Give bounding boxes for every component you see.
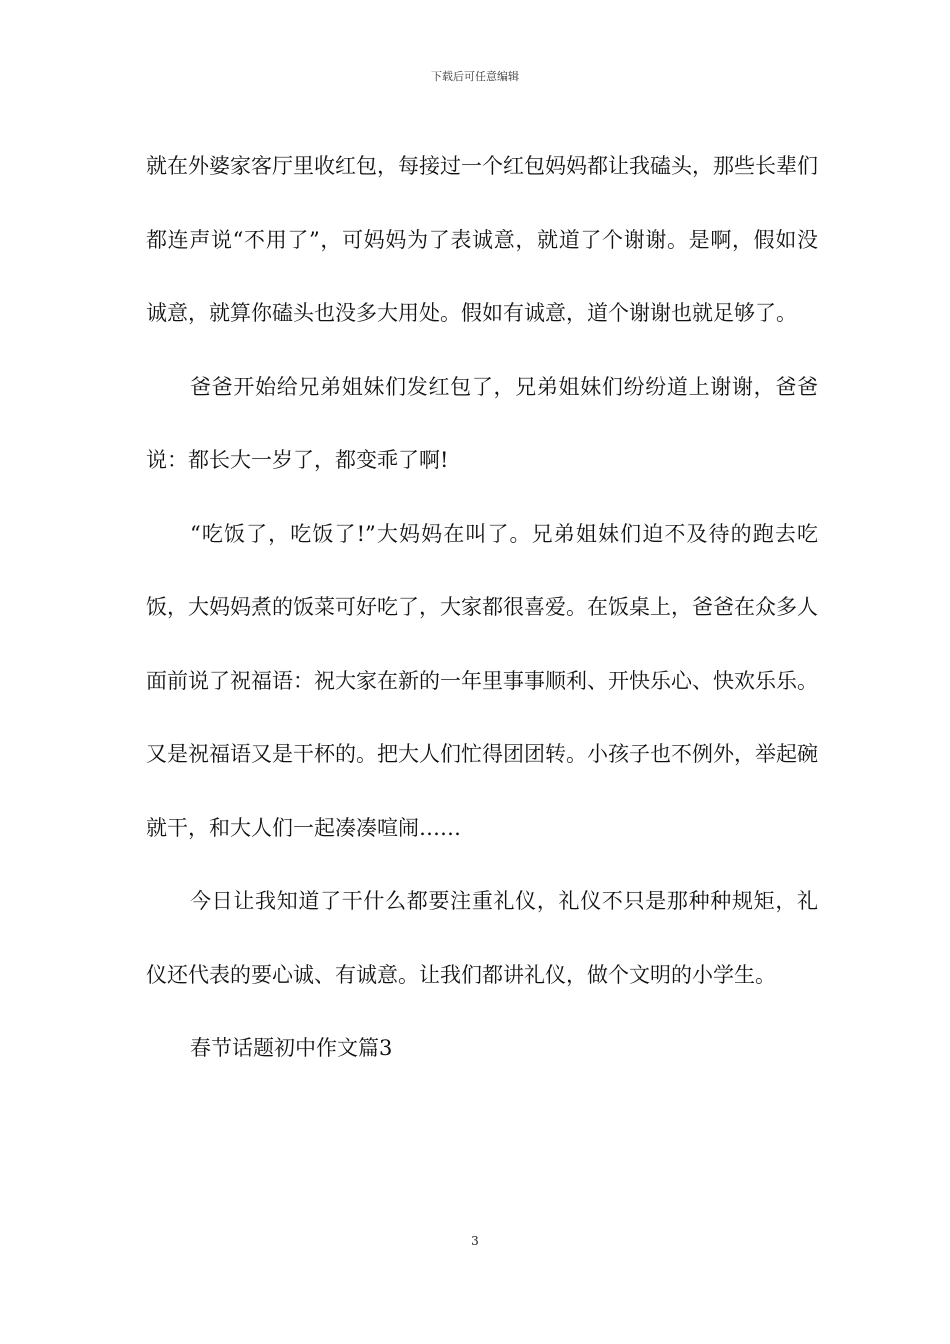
header-note: 下载后可任意编辑 [431,70,519,83]
paragraph-dinner: “吃饭了，吃饭了!”大妈妈在叫了。兄弟姐妹们迫不及待的跑去吃饭，大妈妈煮的饭菜可好吃了，大家都很喜爱。在饭桌上，爸爸在众多人面前说了祝福语：祝大家在新的一年里事事顺利、开快乐心、快欢乐乐。又是祝福语又是干杯的。把大人们忙得团团转。小孩子也不例外，举起碗就干，和大人们一起凑凑喧闹…… [146,521,818,840]
paragraph-red-envelopes: 就在外婆家客厅里收红包，每接过一个红包妈妈都让我磕头，那些长辈们都连声说“不用了”，可妈妈为了表诚意，就道了个谢谢。是啊，假如没诚意，就算你磕头也没多大用处。假如有诚意，道个谢谢也就足够了。 [146,154,818,325]
page-number: 3 [471,1234,479,1248]
paragraph-father-gives-envelopes: 爸爸开始给兄弟姐妹们发红包了，兄弟姐妹们纷纷道上谢谢，爸爸说：都长大一岁了，都变乖了啊! [146,374,818,472]
document-body [146,130,818,1086]
section-heading: 春节话题初中作文篇3 [190,1036,393,1060]
paragraph-conclusion: 今日让我知道了干什么都要注重礼仪，礼仪不只是那种种规矩，礼仪还代表的要心诚、有诚意。让我们都讲礼仪，做个文明的小学生。 [146,889,818,987]
